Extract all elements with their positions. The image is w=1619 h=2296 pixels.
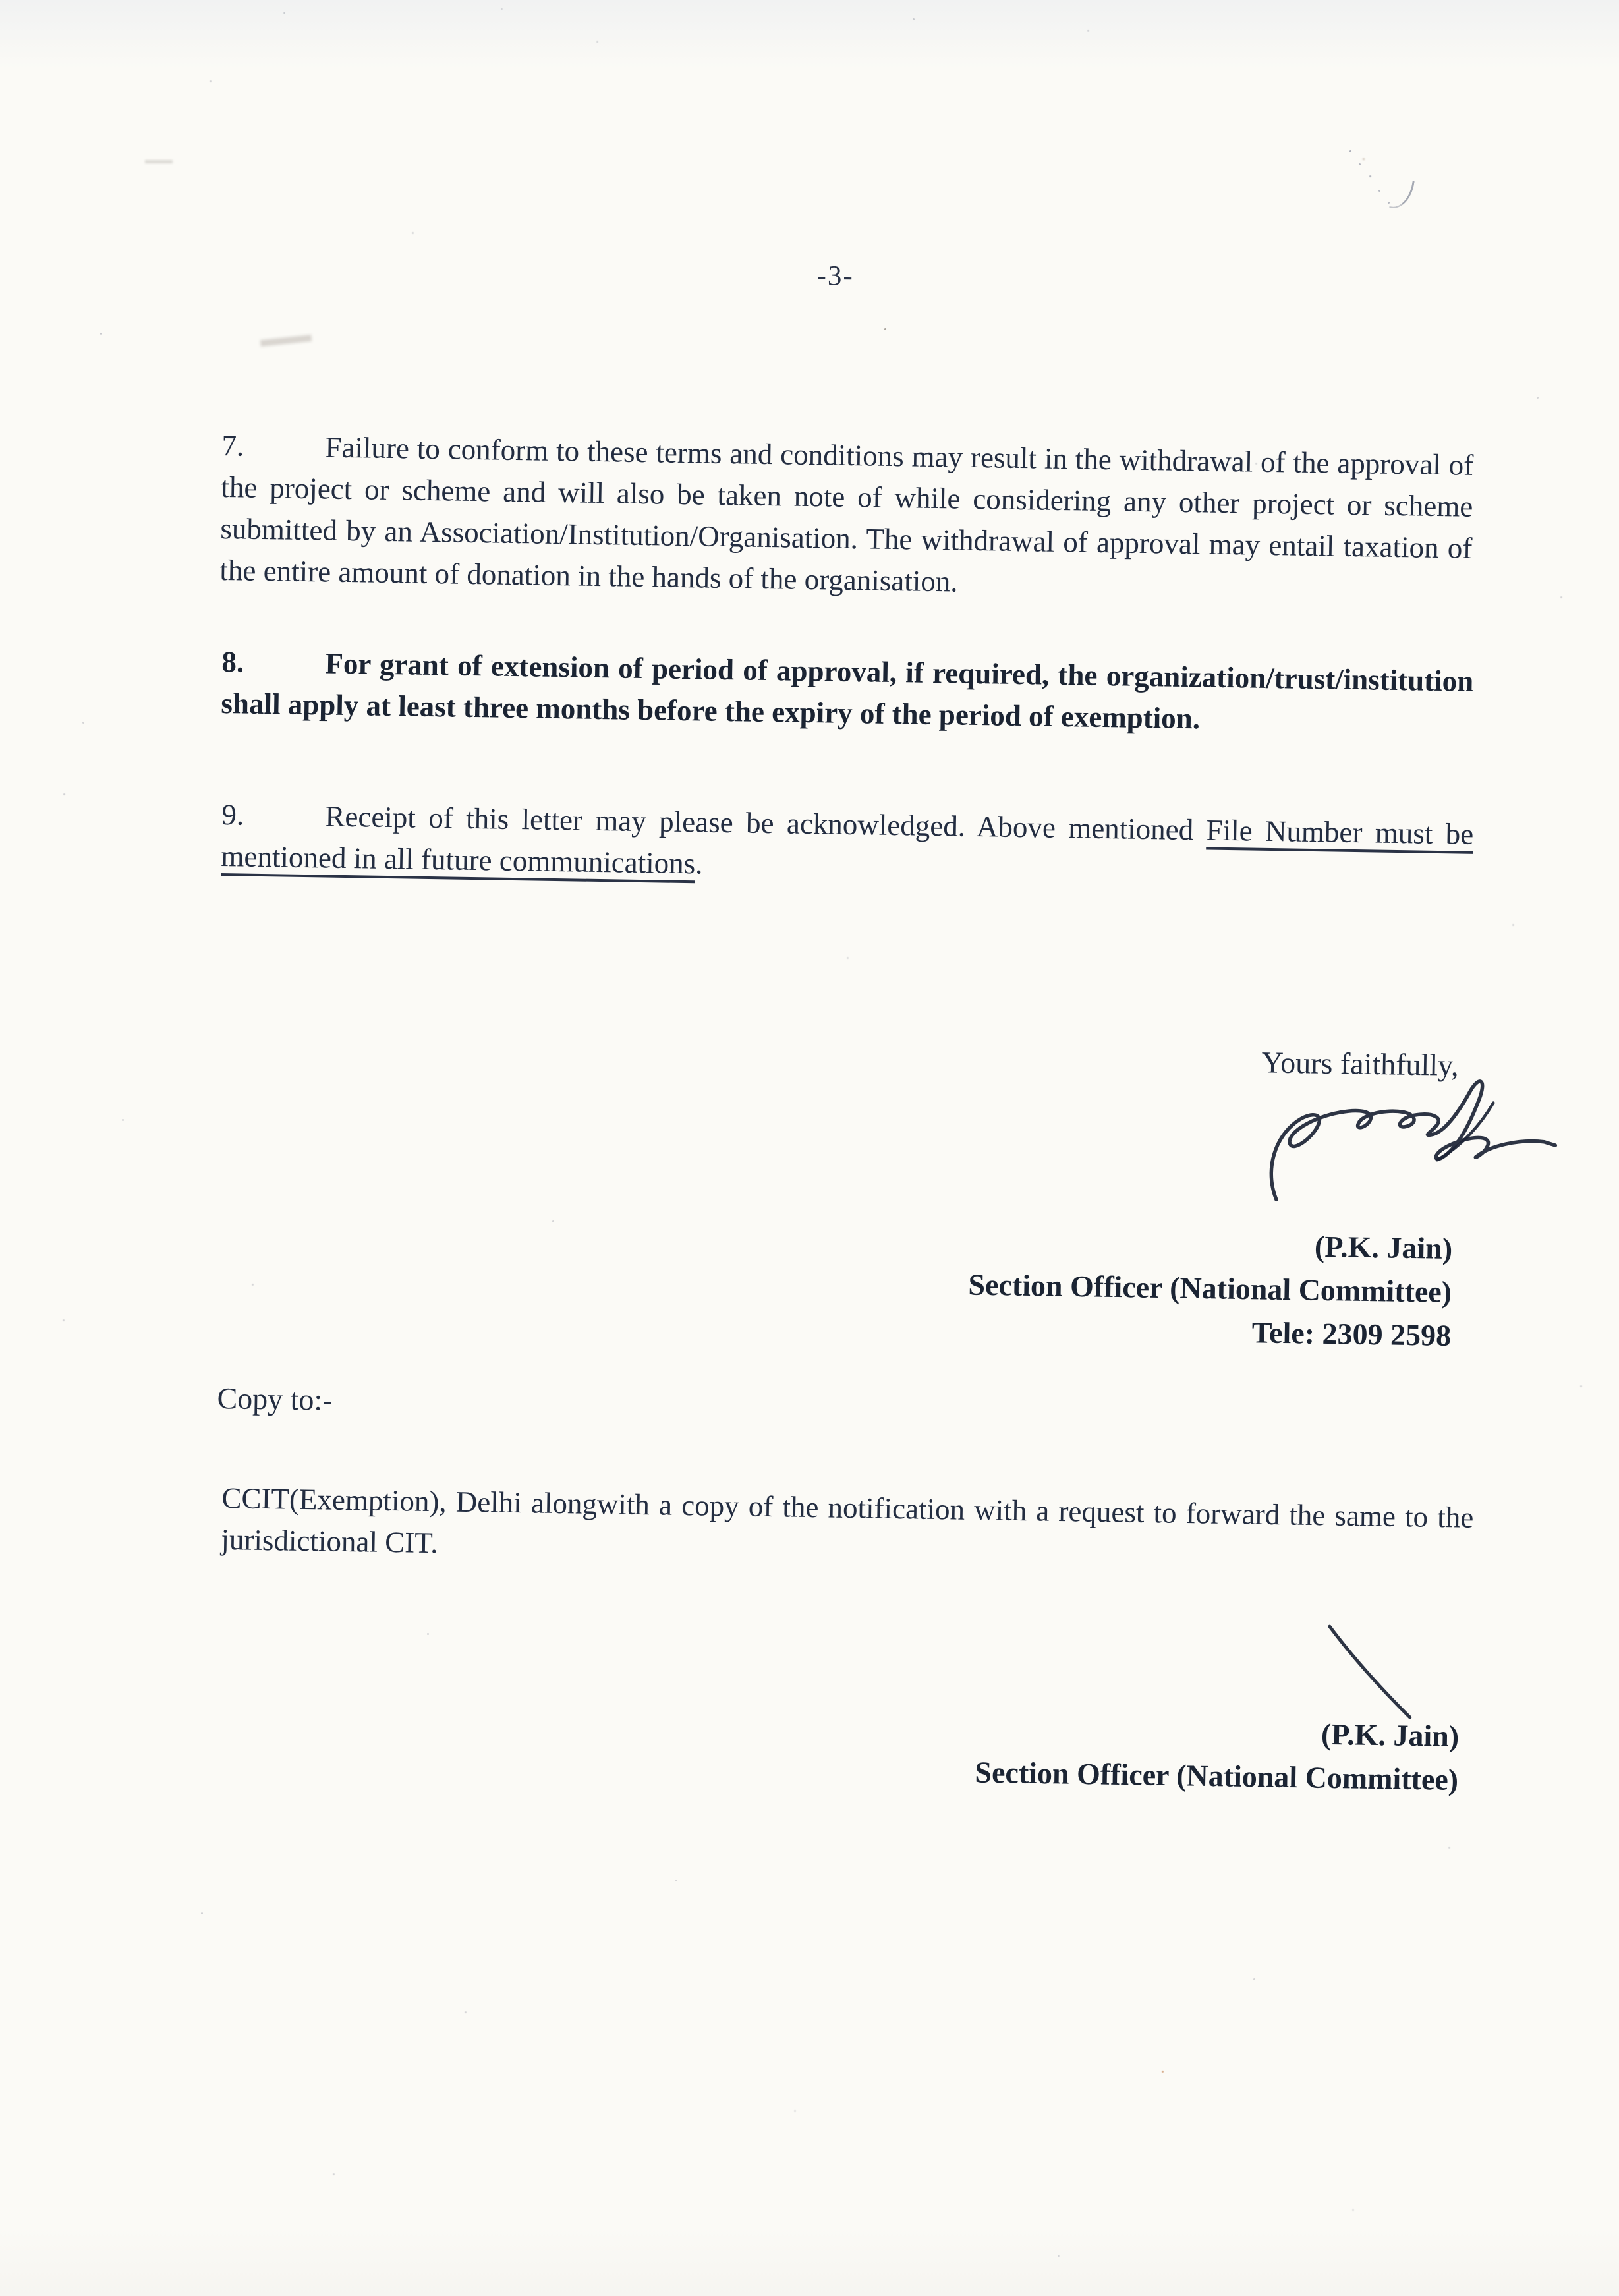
signatory-block-2 [975, 1707, 1460, 1802]
paragraph-9-number: 9. [221, 797, 244, 832]
copy-to-label: Copy to:- [217, 1381, 333, 1417]
signature-flourish [1260, 1073, 1562, 1209]
page-number: -3- [816, 260, 855, 292]
signatory-name: (P.K. Jain) [1314, 1229, 1453, 1265]
signatory-telephone: Tele: 2309 2598 [1251, 1315, 1452, 1352]
closing-salutation: Yours faithfully, [1261, 1045, 1459, 1082]
signatory-block-1 [967, 1219, 1453, 1357]
paragraph-8-text: For grant of extension of period of approval, if required, the organization/trust/institution shall apply at least three months before the expiry of the period of exemption. [221, 646, 1474, 735]
pencil-smudge [260, 335, 312, 347]
paragraph-9-underlined-text: File Number must be mentioned in all future communications [221, 813, 1474, 880]
paragraph-7-text: Failure to conform to these terms and conditions may result in the withdrawal of the approval of the project or scheme and will also be taken note of while considering any other project or scheme submitted by an Association/Institution/Organisation. The withdrawal of approval may entail taxation of the entire amount of donation in the hands of the organisation. [219, 430, 1474, 598]
faint-smudge [145, 160, 173, 163]
paragraph-8-number: 8. [221, 645, 244, 679]
paragraph-9 [221, 794, 1474, 897]
paragraph-9-text-end: . [695, 847, 703, 880]
signature-stroke [1323, 1622, 1417, 1723]
paragraph-7 [219, 425, 1474, 611]
signatory-title: Section Officer (National Committee) [975, 1755, 1459, 1796]
paragraph-9-text: Receipt of this letter may please be acknowledged. Above mentioned [325, 799, 1207, 847]
scan-noise-mark [1389, 178, 1415, 212]
signatory-name: (P.K. Jain) [1321, 1717, 1460, 1753]
paragraph-8 [221, 641, 1474, 744]
paragraph-7-number: 7. [221, 428, 244, 463]
signatory-title: Section Officer (National Committee) [968, 1267, 1452, 1309]
copy-to-body: CCIT(Exemption), Delhi alongwith a copy of the notification with a request to forward the same to the jurisdictional CIT. [221, 1481, 1474, 1560]
